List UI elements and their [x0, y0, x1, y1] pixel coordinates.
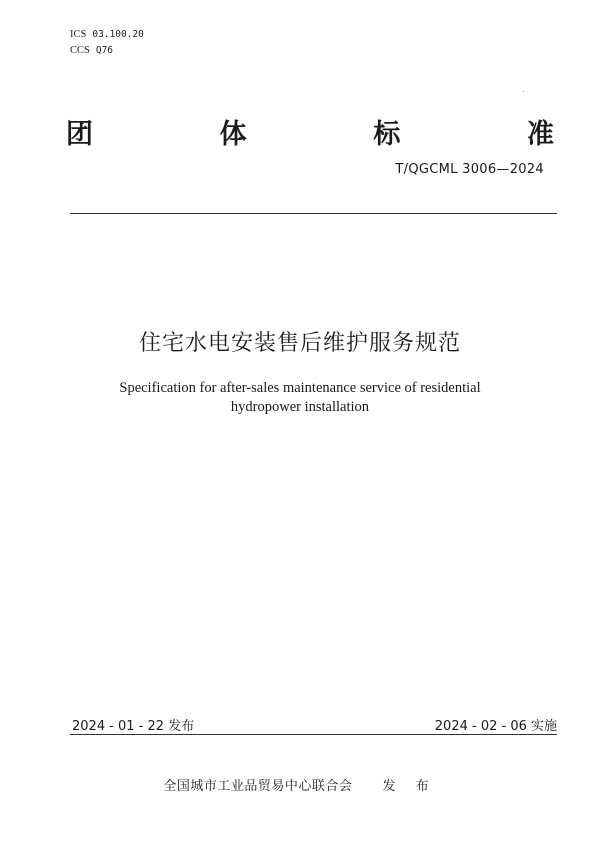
standard-type-char: 团: [66, 119, 93, 150]
publisher-action: 发 布: [382, 779, 437, 794]
top-divider: [70, 213, 557, 214]
document-title-chinese: 住宅水电安装售后维护服务规范: [138, 331, 461, 356]
implementation-date: 2024 - 02 - 06 实施: [434, 719, 557, 734]
standard-type-char: 体: [219, 119, 247, 150]
standard-type-heading: [66, 112, 554, 151]
standard-number: T/QGCML 3006—2024: [395, 162, 544, 177]
issue-date: 2024 - 01 - 22 发布: [72, 719, 195, 734]
ics-code: [70, 27, 144, 43]
standard-type-char: 准: [526, 119, 554, 150]
ics-value: 03.100.20: [92, 29, 144, 40]
ccs-label: CCS: [70, 45, 90, 56]
scan-speck: [523, 91, 524, 92]
bottom-divider: [70, 734, 557, 735]
ics-label: ICS: [70, 29, 87, 40]
publisher-organization: 全国城市工业品贸易中心联合会: [163, 779, 353, 794]
ccs-code: [70, 43, 144, 59]
classification-codes: [70, 27, 144, 59]
publisher-line: [0, 775, 600, 794]
document-title-english: Specification for after-sales maintenance service of residential hydropower installation: [119, 380, 481, 415]
ccs-value: Q76: [95, 45, 114, 56]
standard-type-char: 标: [373, 119, 401, 150]
